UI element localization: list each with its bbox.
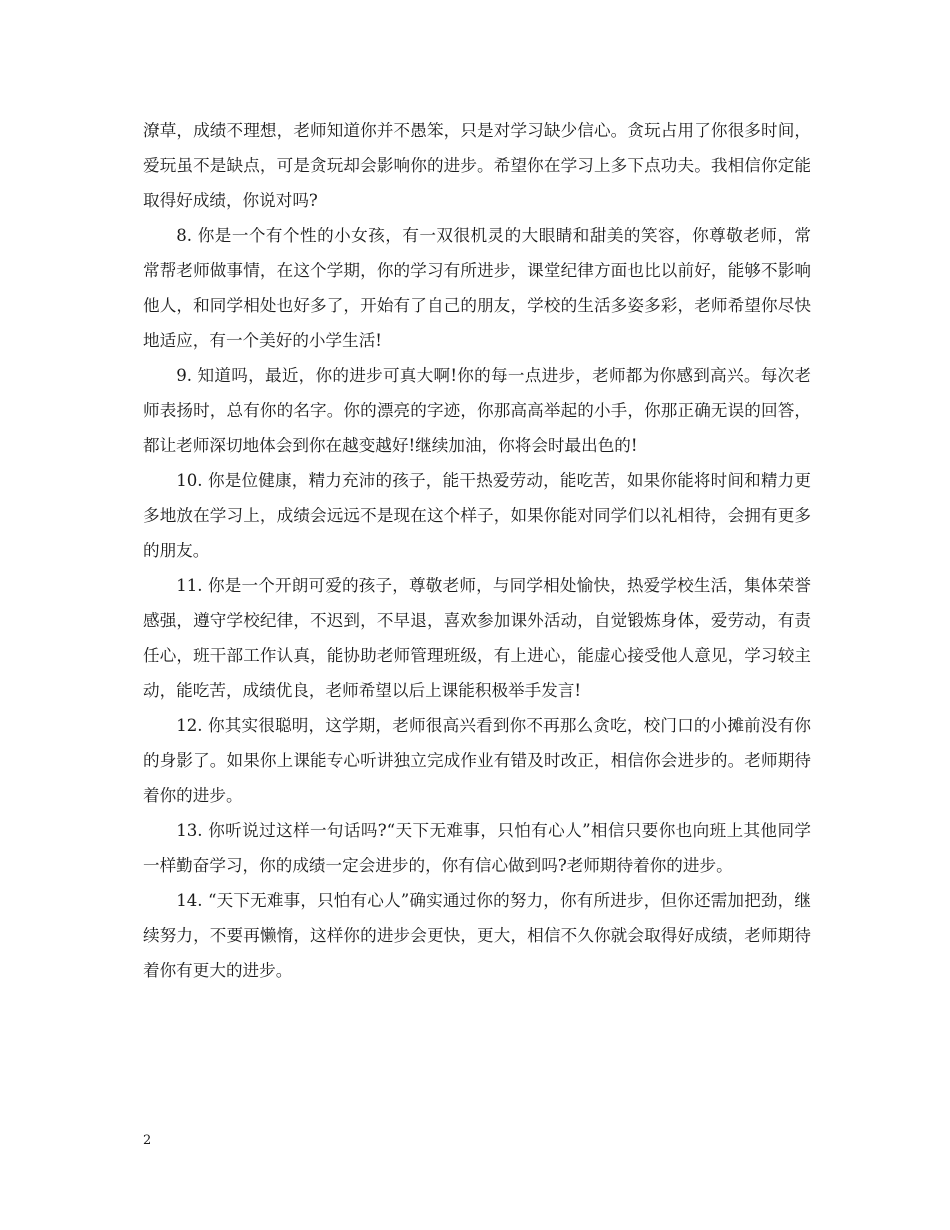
paragraph-item-9: 9. 知道吗，最近，你的进步可真大啊!你的每一点进步，老师都为你感到高兴。每次老师表扬时，总有你的名字。你的漂亮的字迹，你那高高举起的小手，你那正确无误的回答，都让老师深切地体会到你在越变越好!继续加油，你将会时最出色的! [143, 366, 811, 455]
paragraph-continuation: 潦草，成绩不理想，老师知道你并不愚笨，只是对学习缺少信心。贪玩占用了你很多时间，爱玩虽不是缺点，可是贪玩却会影响你的进步。希望你在学习上多下点功夫。我相信你定能取得好成绩，你说对吗? [143, 121, 811, 210]
paragraph-item-8: 8. 你是一个有个性的小女孩，有一双很机灵的大眼睛和甜美的笑容，你尊敬老师，常常帮老师做事情，在这个学期，你的学习有所进步，课堂纪律方面也比以前好，能够不影响他人，和同学相处也好多了，开始有了自己的朋友，学校的生活多姿多彩，老师希望你尽快地适应，有一个美好的小学生活! [143, 226, 811, 350]
paragraph-item-12: 12. 你其实很聪明，这学期，老师很高兴看到你不再那么贪吃，校门口的小摊前没有你的身影了。如果你上课能专心听讲独立完成作业有错及时改正，相信你会进步的。老师期待着你的进步。 [143, 716, 811, 805]
paragraph-item-11: 11. 你是一个开朗可爱的孩子，尊敬老师，与同学相处愉快，热爱学校生活，集体荣誉感强，遵守学校纪律，不迟到，不早退，喜欢参加课外活动，自觉锻炼身体，爱劳动，有责任心，班干部工作认真，能协助老师管理班级，有上进心，能虚心接受他人意见，学习较主动，能吃苦，成绩优良，老师希望以后上课能积极举手发言! [143, 576, 811, 700]
paragraph-item-14: 14. “天下无难事，只怕有心人”确实通过你的努力，你有所进步，但你还需加把劲，继续努力，不要再懒惰，这样你的进步会更快，更大，相信不久你就会取得好成绩，老师期待着你有更大的进步。 [143, 891, 811, 980]
page-number: 2 [143, 1133, 152, 1148]
document-body [143, 113, 811, 988]
paragraph-item-10: 10. 你是位健康，精力充沛的孩子，能干热爱劳动，能吃苦，如果你能将时间和精力更多地放在学习上，成绩会远远不是现在这个样子，如果你能对同学们以礼相待，会拥有更多的朋友。 [143, 471, 811, 560]
paragraph-item-13: 13. 你听说过这样一句话吗?“天下无难事，只怕有心人”相信只要你也向班上其他同学一样勤奋学习，你的成绩一定会进步的，你有信心做到吗?老师期待着你的进步。 [143, 821, 811, 875]
